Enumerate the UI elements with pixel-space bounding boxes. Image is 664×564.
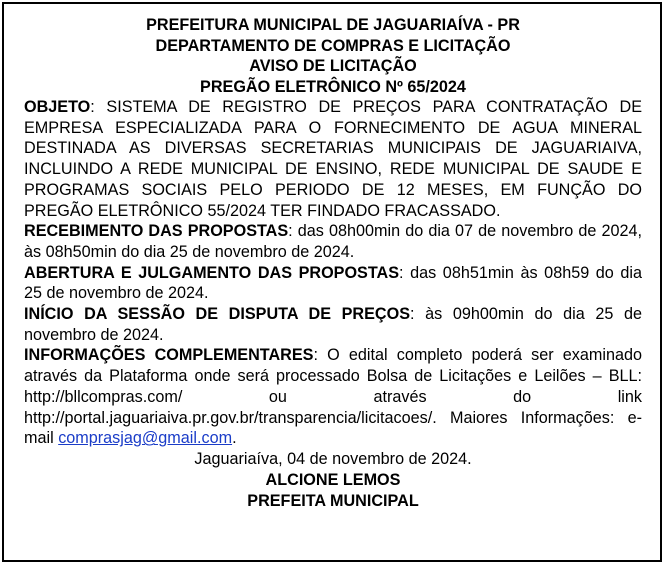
informacoes-paragraph xyxy=(24,345,642,449)
place-date: Jaguariaíva, 04 de novembro de 2024. xyxy=(194,449,472,468)
header-department: DEPARTAMENTO DE COMPRAS E LICITAÇÃO xyxy=(155,36,511,55)
recebimento-paragraph xyxy=(24,221,642,262)
notice-content xyxy=(24,15,642,512)
header-process-number: PREGÃO ELETRÔNICO Nº 65/2024 xyxy=(200,77,466,96)
header-municipality: PREFEITURA MUNICIPAL DE JAGUARIAÍVA - PR xyxy=(146,16,520,34)
informacoes-label: INFORMAÇÕES COMPLEMENTARES xyxy=(24,346,314,365)
inicio-text: : às 09h00min do dia 25 de novembro de 2024. xyxy=(24,305,643,344)
objeto-paragraph xyxy=(24,97,642,221)
recebimento-label: RECEBIMENTO DAS PROPOSTAS xyxy=(24,222,289,241)
inicio-label: INÍCIO DA SESSÃO DE DISPUTA DE PREÇOS xyxy=(24,305,410,324)
header-notice-type: AVISO DE LICITAÇÃO xyxy=(249,57,417,75)
informacoes-end: . xyxy=(232,429,237,448)
abertura-text: : das 08h51min às 08h59 do dia 25 de novembro de 2024. xyxy=(24,263,642,303)
objeto-label: OBJETO xyxy=(24,98,91,116)
informacoes-text: : O edital completo poderá ser examinado através da Plataforma onde será processado Bolsa de Licitações e Leilões – BLL: http://bllcompras.com/ ou através do link http://portal.jaguariaiva.pr.gov.br/transparencia/licitacoes/. Maiores Informações: e-mail xyxy=(24,346,642,448)
recebimento-text: : das 08h00min do dia 07 de novembro de 2024, às 08h50min do dia 25 de novembro de 2024. xyxy=(24,222,642,261)
abertura-label: ABERTURA E JULGAMENTO DAS PROPOSTAS xyxy=(24,263,400,282)
signatory-role: PREFEITA MUNICIPAL xyxy=(247,491,419,510)
objeto-text: : SISTEMA DE REGISTRO DE PREÇOS PARA CONTRATAÇÃO DE EMPRESA ESPECIALIZADA PARA O FORNECIMENTO DE AGUA MINERAL DESTINADA AS DIVERSAS SECRETARIAS MUNICIPAIS DE JAGUARIAIVA, INCLUINDO A REDE MUNICIPAL DE ENSINO, REDE MUNICIPAL DE SAUDE E PROGRAMAS SOCIAIS PELO PERIODO DE 12 MESES, EM FUNÇÃO DO PREGÃO ELETRÔNICO 55/2024 TER FINDADO FRACASSADO. xyxy=(24,98,642,220)
notice-box xyxy=(2,2,662,562)
inicio-paragraph xyxy=(24,304,642,345)
abertura-paragraph xyxy=(24,263,642,304)
email-link[interactable]: comprasjag@gmail.com xyxy=(58,429,233,448)
signatory-name: ALCIONE LEMOS xyxy=(265,470,401,489)
